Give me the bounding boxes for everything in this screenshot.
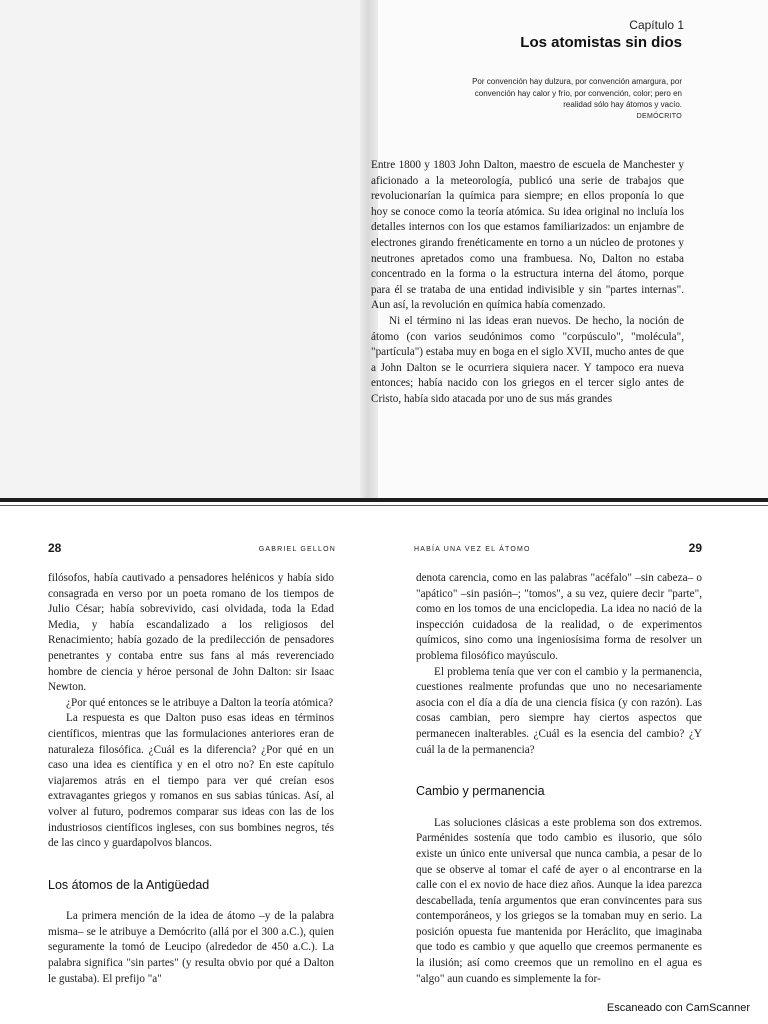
chapter-title: Los atomistas sin dios xyxy=(520,34,682,51)
right-page-body xyxy=(416,571,702,987)
section-heading: Cambio y permanencia xyxy=(416,784,545,799)
epigraph-author: DEMÓCRITO xyxy=(636,112,682,120)
scanner-credit: Escaneado con CamScanner xyxy=(606,1002,750,1014)
paragraph: denota carencia, como en las palabras "acéfalo" –sin cabeza– o "apático" –sin pasión–; "tomos", a su vez, quiere decir "parte", como en los tomos de una enciclopedia. La idea no nació de la inspección cuidadosa de la realidad, o de experimentos químicos, sino como una ingeniosísima forma de resolver un problema filosófico mayúsculo. xyxy=(416,572,702,662)
paragraph: Entre 1800 y 1803 John Dalton, maestro de escuela de Manchester y aficionado a la meteorología, publicó una serie de trabajos que revolucionarían la química para siempre; en ellos proponía lo que hoy se conoce como la teoría atómica. Su idea original no incluía los detalles internos con los que estamos familiarizados: un enjambre de electrones girando frenéticamente en torno a un núcleo de protones y neutrones apretados como una frambuesa. No, Dalton no estaba concentrado en la forma o la estructura interna del átomo, porque para él se trataba de una entidad indivisible y sin "partes internas". Aun así, la revolución en química había comenzado. xyxy=(371,159,684,312)
page-number-right: 29 xyxy=(688,541,702,555)
paragraph: El problema tenía que ver con el cambio y la permanencia, cuestiones realmente profundas que uno no necesariamente asocia con el día a día de una ciencia física (y con razón). Las cosas cambian, pero siempre hay ciertos aspectos que permanecen inalterables. ¿Cuál es la esencia del cambio? ¿Y cuál la de la permanencia? xyxy=(416,665,702,756)
paragraph: filósofos, había cautivado a pensadores helénicos y había sido consagrada en verso por un poeta romano de los tiempos de Julio César; había sobrevivido, casi olvidada, toda la Edad Media, y había escandalizado a los religiosos del Renacimiento; había gozado de la predilección de pensadores penetrantes y contaba entre sus fans al más reverenciado hombre de ciencia y héroe personal de John Dalton: sir Isaac Newton. xyxy=(48,572,334,694)
section-heading: Los átomos de la Antigüedad xyxy=(48,877,210,892)
chapter-label: Capítulo 1 xyxy=(629,18,684,32)
page-separator-thin xyxy=(0,505,768,506)
epigraph-text: Por convención hay dulzura, por convención amargura, por convención hay calor y frío, por convención, color; pero en realidad sólo hay átomos y vacío. xyxy=(472,77,682,109)
epigraph xyxy=(452,76,682,122)
left-page-body xyxy=(48,571,334,987)
page-number-left: 28 xyxy=(48,541,62,555)
page-separator xyxy=(0,498,768,502)
running-head-left: GABRIEL GELLON xyxy=(258,546,336,553)
paragraph: Las soluciones clásicas a este problema son dos extremos. Parménides sostenía que todo cambio es ilusorio, que sólo existe un único ente universal que nunca cambia, a pesar de lo que se observe al tomar el café de ayer o al encontrarse en la calle con el ex novio de hace diez años. Aunque la idea parezca descabellada, tenía argumentos que eran convincentes para sus contemporáneos, y los griegos se la tomaban muy en serio. La posición opuesta fue mantenida por Heráclito, que imaginaba que todo es cambio y que aquello que creemos permanente es la ilusión; así como creemos que un remolino en el agua es "algo" aun cuando es simplemente la for- xyxy=(416,816,702,985)
paragraph: La primera mención de la idea de átomo –y de la palabra misma– se le atribuye a Demócrito (allá por el 300 a.C.), quien seguramente la tomó de Leucipo (alrededor de 450 a.C.). La palabra significa "sin partes" (y resulta obvio por qué a Dalton le gustaba). El prefijo "a" xyxy=(48,910,334,985)
blank-page-top-left xyxy=(0,0,372,498)
paragraph: ¿Por qué entonces se le atribuye a Dalton la teoría atómica? xyxy=(66,696,334,709)
paragraph: Ni el término ni las ideas eran nuevos. De hecho, la noción de átomo (con varios seudónimos como "corpúsculo", "molécula", "partícula") estaba muy en boga en el siglo XVII, mucho antes de que a John Dalton se le ocurriera siquiera nacer. Y tampoco era nueva entonces; había nacido con los griegos en el tercer siglo antes de Cristo, había sido atacada por uno de sus más grandes xyxy=(371,314,684,405)
running-head-right: HABÍA UNA VEZ EL ÁTOMO xyxy=(414,546,531,553)
paragraph: La respuesta es que Dalton puso esas ideas en términos científicos, mientras que las formulaciones anteriores eran de naturaleza filosófica. ¿Cuál es la diferencia? ¿Por qué en un caso una idea es científica y en el otro no? En este capítulo viajaremos atrás en el tiempo para ver qué creían esos extravagantes griegos y romanos en sus sabias túnicas. Así, al volver al futuro, podremos comparar sus ideas con las de los industriosos científicos ingleses, con sus bombines negros, tés de las cinco y guardapolvos blancos. xyxy=(48,712,334,850)
chapter-opening-body xyxy=(371,158,684,408)
